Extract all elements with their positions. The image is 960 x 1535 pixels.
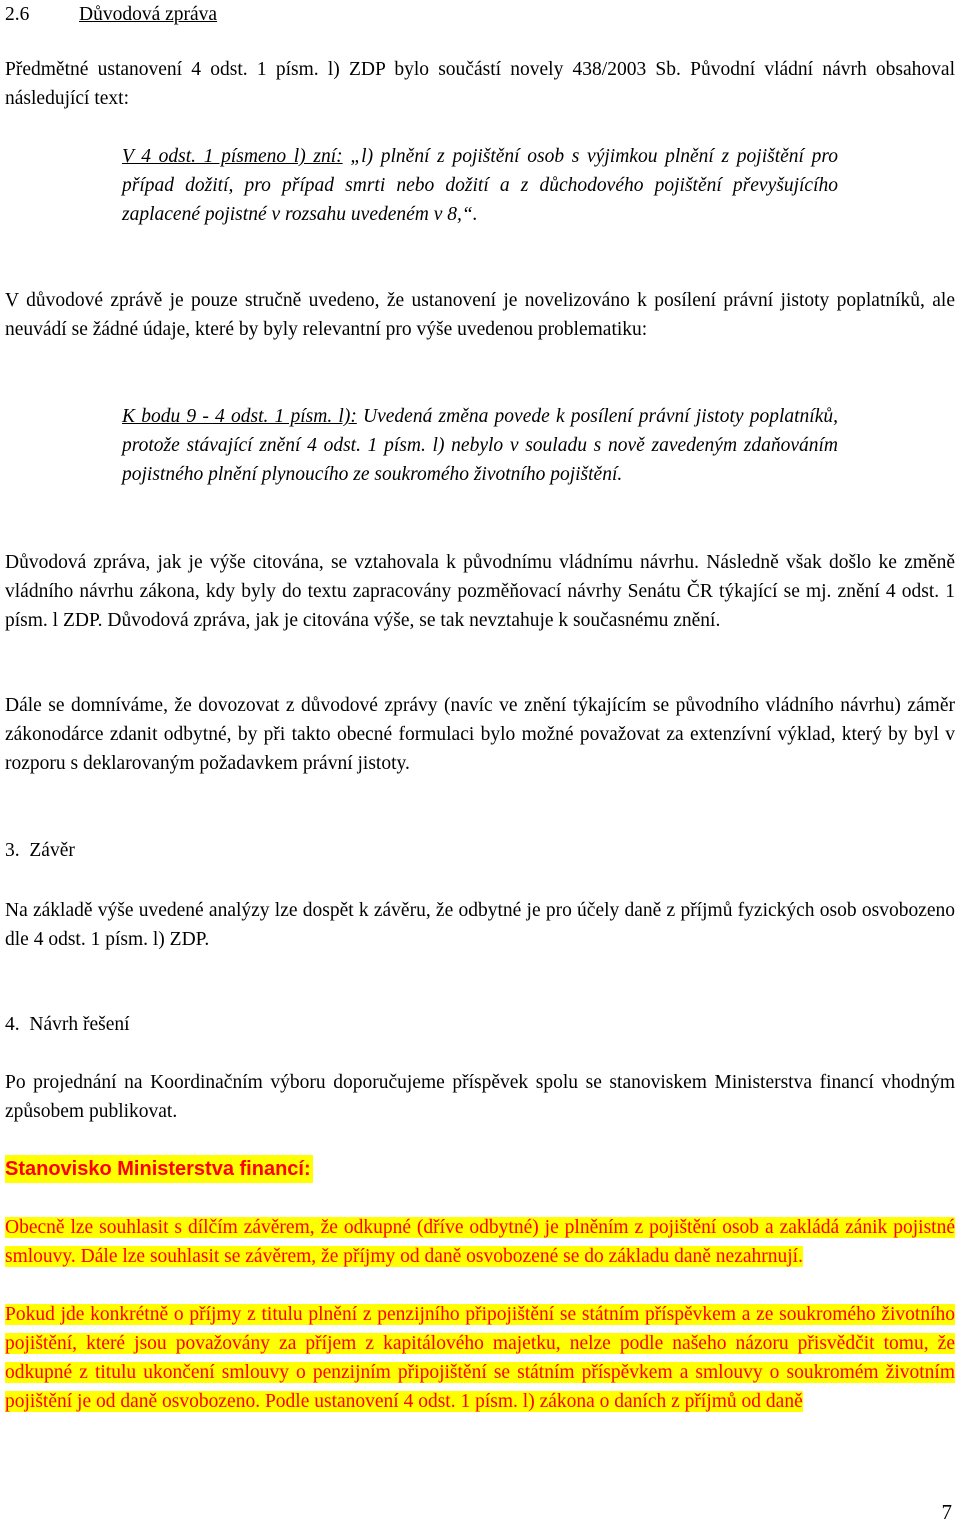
conclusion-paragraph: Na základě výše uvedené analýzy lze dospět k závěru, že odbytné je pro účely daně z příjmů fyzických osob osvobozeno dle 4 odst. 1 písm. l) ZDP.	[5, 900, 955, 950]
section-heading-2-6	[5, 0, 217, 29]
section-heading-3	[5, 836, 75, 865]
cited-report-paragraph: Důvodová zpráva, jak je výše citována, se vztahovala k původnímu vládnímu návrhu. Následně však došlo ke změně vládního návrhu zákona, kdy byly do textu zapracovány pozměňovací návrhy Senátu ČR týkající se mj. znění 4 odst. 1 písm. l ZDP. Důvodová zpráva, jak je citována výše, se tak nevztahuje k současnému znění.	[5, 552, 955, 631]
highlighted-text: Obecně lze souhlasit s dílčím závěrem, že odkupné (dříve odbytné) je plněním z pojištění osob a zakládá zánik pojistné smlouvy. Dále lze souhlasit se závěrem, že příjmy od daně osvobozené se do základu daně nezahrnují.	[5, 1217, 955, 1267]
ministry-opinion-heading: Stanovisko Ministerstva financí:	[5, 1155, 313, 1183]
intro-paragraph: Předmětné ustanovení 4 odst. 1 písm. l) ZDP bylo součástí novely 438/2003 Sb. Původní vládní návrh obsahoval následující text:	[5, 59, 955, 109]
section-number: 4.	[5, 1014, 20, 1035]
ministry-opinion-paragraph-1	[5, 1213, 955, 1271]
section-title: Důvodová zpráva	[79, 4, 218, 25]
section-number: 2.6	[5, 4, 30, 25]
quote-text: Uvedená změna povede k posílení právní jistoty poplatníků, protože stávající znění 4 odst. 1 písm. l) nebylo v souladu s nově zavedeným zdaňováním pojistného plnění plynoucího ze soukromého životního pojištění.	[122, 406, 838, 485]
further-analysis-paragraph: Dále se domníváme, že dovozovat z důvodové zprávy (navíc ve znění týkajícím se původního vládního návrhu) záměr zákonodárce zdanit odbytné, by při takto obecné formulaci bylo možné považovat za extenzívní výklad, který by byl v rozporu s deklarovaným požadavkem právní jistoty.	[5, 695, 955, 774]
proposal-paragraph: Po projednání na Koordinačním výboru doporučujeme příspěvek spolu se stanoviskem Ministerstva financí vhodným způsobem publikovat.	[5, 1072, 955, 1122]
section-title: Závěr	[29, 840, 75, 861]
quote-government-draft	[122, 142, 838, 229]
section-title: Návrh řešení	[29, 1014, 130, 1035]
quote-reference: V 4 odst. 1 písmeno l) zní:	[122, 146, 343, 167]
quote-explanatory-report	[122, 402, 838, 489]
section-heading-4	[5, 1010, 130, 1039]
quote-text: „l) plnění z pojištění osob s výjimkou plnění z pojištění pro případ dožití, pro případ smrti nebo dožití a z důchodového pojištění převyšujícího zaplacené pojistné v rozsahu uvedeném v 8,“.	[122, 146, 838, 225]
section-number: 3.	[5, 840, 20, 861]
ministry-opinion-paragraph-2	[5, 1300, 955, 1416]
page-number: 7	[941, 1500, 952, 1524]
highlighted-text: Pokud jde konkrétně o příjmy z titulu plnění z penzijního připojištění se státním příspěvkem a ze soukromého životního pojištění, které jsou považovány za příjem z kapitálového majetku, nelze podle našeho názoru přisvědčit tomu, že odkupné z titulu ukončení smlouvy o penzijním připojištění se státním příspěvkem a smlouvy o soukromém životním pojištění je od daně osvobozeno. Podle ustanovení 4 odst. 1 písm. l) zákona o daních z příjmů od daně	[5, 1304, 955, 1412]
explanatory-report-paragraph: V důvodové zprávě je pouze stručně uvedeno, že ustanovení je novelizováno k posílení právní jistoty poplatníků, ale neuvádí se žádné údaje, které by byly relevantní pro výše uvedenou problematiku:	[5, 290, 955, 340]
quote-reference: K bodu 9 - 4 odst. 1 písm. l):	[122, 406, 357, 427]
